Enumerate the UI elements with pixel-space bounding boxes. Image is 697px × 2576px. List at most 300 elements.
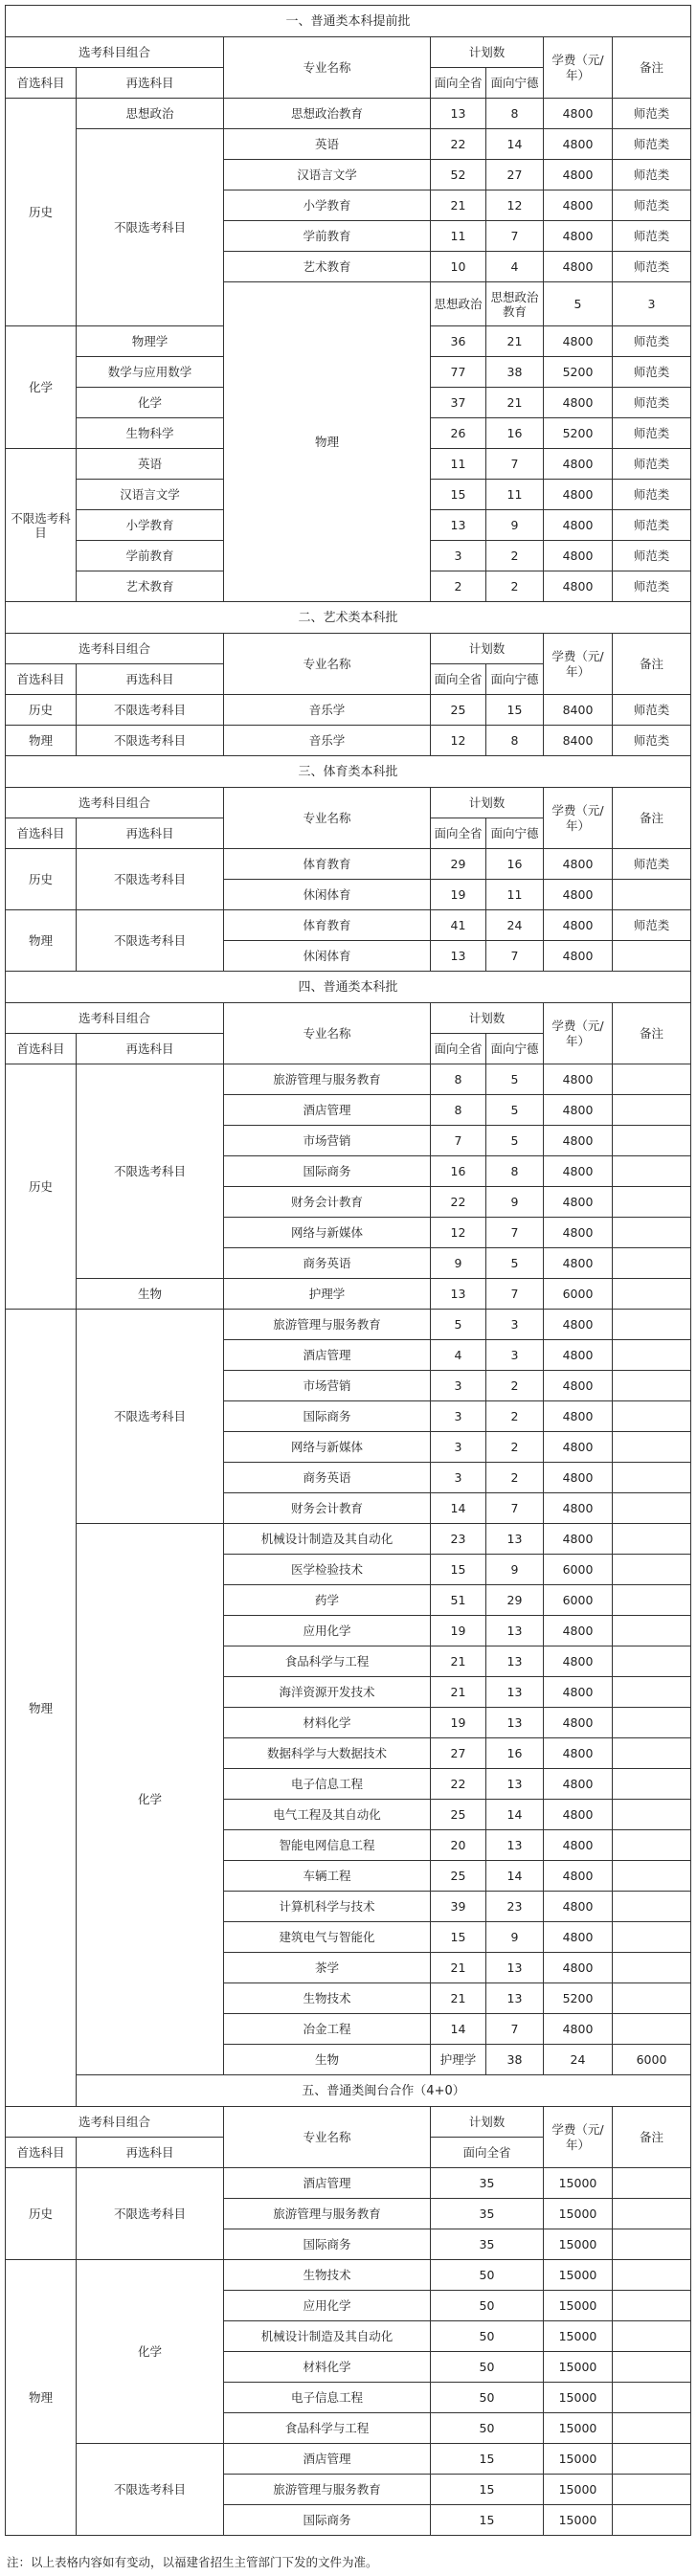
header-province: 面向全省 [431, 2138, 544, 2168]
major-name-cell: 海洋资源开发技术 [224, 1677, 431, 1708]
header-row [6, 634, 691, 664]
major-name-cell: 酒店管理 [224, 1095, 431, 1126]
province-count-cell: 50 [431, 2260, 544, 2291]
note-cell [613, 1218, 691, 1248]
tuition-cell: 4800 [544, 1340, 613, 1371]
second-subject-cell: 化学 [77, 1524, 224, 2075]
tuition-cell: 4800 [544, 1493, 613, 1524]
major-name-cell: 小学教育 [77, 510, 224, 541]
header-plan-count: 计划数 [431, 37, 544, 68]
major-name-cell: 英语 [77, 449, 224, 480]
ningde-count-cell: 2 [486, 541, 544, 571]
province-count-cell: 3 [431, 1463, 486, 1493]
ningde-count-cell: 4 [486, 252, 544, 282]
major-name-cell: 旅游管理与服务教育 [224, 1064, 431, 1095]
major-name-cell: 建筑电气与智能化 [224, 1922, 431, 1953]
admission-plan-table [5, 5, 691, 2536]
note-cell [613, 2352, 691, 2383]
ningde-count-cell: 27 [486, 160, 544, 190]
province-count-cell: 26 [431, 418, 486, 449]
major-name-cell: 小学教育 [224, 190, 431, 221]
second-subject-cell: 生物 [77, 1279, 224, 1310]
tuition-cell: 15000 [544, 2383, 613, 2413]
ningde-count-cell: 9 [486, 510, 544, 541]
header-first-subject: 首选科目 [6, 818, 77, 849]
header-second-subject: 再选科目 [77, 68, 224, 99]
table-row [6, 2260, 691, 2291]
province-count-cell: 22 [431, 1187, 486, 1218]
first-subject-cell: 物理 [6, 2260, 77, 2536]
ningde-count-cell: 7 [486, 1218, 544, 1248]
note-cell: 师范类 [613, 695, 691, 726]
note-cell [613, 1340, 691, 1371]
tuition-cell: 4800 [544, 1892, 613, 1922]
note-cell [613, 1983, 691, 2014]
header-row [6, 1003, 691, 1034]
province-count-cell: 14 [431, 2014, 486, 2045]
major-name-cell: 体育教育 [224, 910, 431, 941]
province-count-cell: 12 [431, 1218, 486, 1248]
ningde-count-cell: 13 [486, 1769, 544, 1800]
section-title-row [6, 972, 691, 1003]
note-cell [613, 1310, 691, 1340]
note-cell [613, 1401, 691, 1432]
second-subject-cell: 不限选考科目 [77, 129, 224, 326]
ningde-count-cell: 8 [486, 1156, 544, 1187]
header-tuition: 学费（元/年） [544, 788, 613, 849]
ningde-count-cell: 15 [486, 695, 544, 726]
tuition-cell: 4800 [544, 1095, 613, 1126]
ningde-count-cell: 5 [486, 1248, 544, 1279]
note-cell [613, 1493, 691, 1524]
tuition-cell: 4800 [544, 1830, 613, 1861]
tuition-cell: 4800 [544, 1156, 613, 1187]
section-title: 二、艺术类本科批 [6, 602, 691, 634]
note-cell [613, 1953, 691, 1983]
tuition-cell: 5200 [544, 1983, 613, 2014]
major-name-cell: 冶金工程 [224, 2014, 431, 2045]
province-count-cell: 13 [431, 99, 486, 129]
header-ningde: 面向宁德 [486, 68, 544, 99]
ningde-count-cell: 12 [486, 190, 544, 221]
header-row [6, 2107, 691, 2138]
section-title-row [6, 756, 691, 788]
tuition-cell: 4800 [544, 1708, 613, 1738]
province-count-cell: 12 [431, 726, 486, 756]
major-name-cell: 生物技术 [224, 1983, 431, 2014]
first-subject-cell: 历史 [6, 2168, 77, 2260]
major-name-cell: 英语 [224, 129, 431, 160]
note-cell [613, 2321, 691, 2352]
admission-plan-table-container [5, 5, 690, 2536]
header-major-name: 专业名称 [224, 2107, 431, 2168]
major-name-cell: 旅游管理与服务教育 [224, 1310, 431, 1340]
tuition-cell: 6000 [613, 2045, 691, 2075]
tuition-cell: 4800 [544, 1922, 613, 1953]
ningde-count-cell: 21 [486, 326, 544, 357]
header-subject-group: 选考科目组合 [6, 37, 224, 68]
ningde-count-cell: 14 [486, 129, 544, 160]
ningde-count-cell: 5 [486, 1126, 544, 1156]
major-name-cell: 财务会计教育 [224, 1493, 431, 1524]
ningde-count-cell: 13 [486, 1616, 544, 1646]
note-cell [613, 941, 691, 972]
major-name-cell: 艺术教育 [77, 571, 224, 602]
province-count-cell: 21 [431, 1983, 486, 2014]
province-count-cell: 25 [431, 695, 486, 726]
header-row [6, 37, 691, 68]
note-cell: 师范类 [613, 326, 691, 357]
ningde-count-cell: 8 [486, 726, 544, 756]
note-cell: 师范类 [613, 910, 691, 941]
province-count-cell: 19 [431, 880, 486, 910]
tuition-cell: 8400 [544, 695, 613, 726]
major-name-cell: 生物科学 [77, 418, 224, 449]
note-cell [613, 1708, 691, 1738]
tuition-cell: 15000 [544, 2352, 613, 2383]
ningde-count-cell: 7 [486, 1279, 544, 1310]
second-subject-cell: 不限选考科目 [77, 910, 224, 972]
province-count-cell: 25 [431, 1861, 486, 1892]
tuition-cell: 4800 [544, 1463, 613, 1493]
header-plan-count: 计划数 [431, 2107, 544, 2138]
province-count-cell: 50 [431, 2413, 544, 2444]
header-province: 面向全省 [431, 818, 486, 849]
second-subject-cell: 不限选考科目 [77, 2444, 224, 2536]
note-cell [613, 2168, 691, 2199]
header-tuition: 学费（元/年） [544, 2107, 613, 2168]
major-name-cell: 物理学 [77, 326, 224, 357]
ningde-count-cell: 13 [486, 1524, 544, 1555]
major-name-cell: 汉语言文学 [77, 480, 224, 510]
ningde-count-cell: 11 [486, 480, 544, 510]
province-count-cell: 8 [431, 1095, 486, 1126]
province-count-cell: 15 [431, 2444, 544, 2475]
first-subject-cell: 物理 [6, 1310, 77, 2107]
tuition-cell: 15000 [544, 2229, 613, 2260]
header-first-subject: 首选科目 [6, 664, 77, 695]
ningde-count-cell: 13 [486, 1677, 544, 1708]
tuition-cell: 4800 [544, 480, 613, 510]
header-ningde: 面向宁德 [486, 664, 544, 695]
header-note: 备注 [613, 37, 691, 99]
province-count-cell: 13 [431, 1279, 486, 1310]
province-count-cell: 7 [431, 1126, 486, 1156]
major-name-cell: 应用化学 [224, 1616, 431, 1646]
ningde-count-cell: 9 [486, 1187, 544, 1218]
major-name-cell: 应用化学 [224, 2291, 431, 2321]
note-cell [613, 1677, 691, 1708]
section-title-row [6, 6, 691, 37]
note-cell [613, 2383, 691, 2413]
note-cell: 师范类 [613, 99, 691, 129]
ningde-count-cell: 3 [486, 1340, 544, 1371]
second-subject-cell: 化学 [6, 326, 77, 449]
major-name-cell: 电子信息工程 [224, 2383, 431, 2413]
table-row [6, 849, 691, 880]
note-cell [613, 1126, 691, 1156]
province-count-cell: 13 [431, 941, 486, 972]
ningde-count-cell: 7 [486, 221, 544, 252]
major-name-cell: 思想政治教育 [486, 282, 544, 326]
header-ningde: 面向宁德 [486, 818, 544, 849]
province-count-cell: 16 [431, 1156, 486, 1187]
header-note: 备注 [613, 1003, 691, 1064]
note-cell [613, 1432, 691, 1463]
major-name-cell: 数学与应用数学 [77, 357, 224, 388]
province-count-cell: 19 [431, 1708, 486, 1738]
header-major-name: 专业名称 [224, 634, 431, 695]
note-cell [613, 1463, 691, 1493]
major-name-cell: 生物技术 [224, 2260, 431, 2291]
ningde-count-cell: 3 [486, 1310, 544, 1340]
tuition-cell: 15000 [544, 2291, 613, 2321]
header-second-subject: 再选科目 [77, 818, 224, 849]
table-row [6, 910, 691, 941]
major-name-cell: 市场营销 [224, 1371, 431, 1401]
note-cell [613, 1524, 691, 1555]
header-major-name: 专业名称 [224, 1003, 431, 1064]
major-name-cell: 酒店管理 [224, 2444, 431, 2475]
tuition-cell: 15000 [544, 2444, 613, 2475]
tuition-cell: 4800 [544, 1646, 613, 1677]
section-title-row [6, 602, 691, 634]
note-cell [613, 1156, 691, 1187]
province-count-cell: 21 [431, 1677, 486, 1708]
header-subject-group: 选考科目组合 [6, 1003, 224, 1034]
tuition-cell: 4800 [544, 1371, 613, 1401]
province-count-cell: 25 [431, 1800, 486, 1830]
province-count-cell: 21 [431, 1953, 486, 1983]
table-row [6, 1279, 691, 1310]
table-row [6, 2168, 691, 2199]
note-cell: 师范类 [613, 357, 691, 388]
province-count-cell: 15 [431, 480, 486, 510]
footer-note: 注：以上表格内容如有变动，以福建省招生主管部门下发的文件为准。 [7, 2555, 378, 2569]
ningde-count-cell: 7 [486, 2014, 544, 2045]
note-cell [613, 1616, 691, 1646]
table-body [6, 6, 691, 2536]
second-subject-cell: 不限选考科目 [77, 695, 224, 726]
province-count-cell: 22 [431, 1769, 486, 1800]
note-cell: 师范类 [613, 221, 691, 252]
first-subject-cell: 历史 [6, 99, 77, 326]
province-count-cell: 10 [431, 252, 486, 282]
note-cell: 师范类 [613, 510, 691, 541]
province-count-cell: 2 [431, 571, 486, 602]
province-count-cell: 8 [431, 1064, 486, 1095]
second-subject-cell: 不限选考科目 [77, 1310, 224, 1524]
header-row [6, 788, 691, 818]
tuition-cell: 4800 [544, 1310, 613, 1340]
province-count-cell: 14 [431, 1493, 486, 1524]
note-cell [613, 2260, 691, 2291]
ningde-count-cell: 24 [544, 2045, 613, 2075]
table-row [6, 1310, 691, 1340]
note-cell [613, 1738, 691, 1769]
ningde-count-cell: 7 [486, 449, 544, 480]
section-title-row [6, 2075, 691, 2107]
note-cell [613, 1830, 691, 1861]
province-count-cell: 5 [544, 282, 613, 326]
tuition-cell: 15000 [544, 2505, 613, 2536]
ningde-count-cell: 5 [486, 1064, 544, 1095]
tuition-cell: 4800 [544, 1401, 613, 1432]
header-tuition: 学费（元/年） [544, 37, 613, 99]
ningde-count-cell: 13 [486, 1646, 544, 1677]
note-cell: 师范类 [613, 449, 691, 480]
header-major-name: 专业名称 [224, 37, 431, 99]
major-name-cell: 休闲体育 [224, 941, 431, 972]
tuition-cell: 4800 [544, 910, 613, 941]
province-count-cell: 13 [431, 510, 486, 541]
major-name-cell: 数据科学与大数据技术 [224, 1738, 431, 1769]
major-name-cell: 休闲体育 [224, 880, 431, 910]
header-first-subject: 首选科目 [6, 1034, 77, 1064]
header-note: 备注 [613, 2107, 691, 2168]
note-cell: 师范类 [613, 252, 691, 282]
province-count-cell: 35 [431, 2168, 544, 2199]
header-second-subject: 再选科目 [77, 2138, 224, 2168]
ningde-count-cell: 14 [486, 1800, 544, 1830]
tuition-cell: 8400 [544, 726, 613, 756]
ningde-count-cell: 13 [486, 1830, 544, 1861]
header-first-subject: 首选科目 [6, 68, 77, 99]
tuition-cell: 4800 [544, 941, 613, 972]
first-subject-cell: 历史 [6, 1064, 77, 1310]
tuition-cell: 4800 [544, 1248, 613, 1279]
header-plan-count: 计划数 [431, 634, 544, 664]
province-count-cell: 15 [431, 1922, 486, 1953]
ningde-count-cell: 38 [486, 357, 544, 388]
note-cell: 师范类 [613, 571, 691, 602]
tuition-cell: 15000 [544, 2260, 613, 2291]
province-count-cell: 15 [431, 1555, 486, 1585]
table-row [6, 1524, 691, 1555]
major-name-cell: 机械设计制造及其自动化 [224, 1524, 431, 1555]
note-cell: 师范类 [613, 388, 691, 418]
ningde-count-cell: 16 [486, 1738, 544, 1769]
major-name-cell: 护理学 [431, 2045, 486, 2075]
tuition-cell: 4800 [544, 160, 613, 190]
province-count-cell: 5 [431, 1310, 486, 1340]
note-cell: 师范类 [613, 160, 691, 190]
tuition-cell: 4800 [544, 1738, 613, 1769]
table-row [6, 1064, 691, 1095]
ningde-count-cell: 24 [486, 910, 544, 941]
tuition-cell: 4800 [544, 326, 613, 357]
note-cell [613, 2199, 691, 2229]
province-count-cell: 38 [486, 2045, 544, 2075]
major-name-cell: 音乐学 [224, 726, 431, 756]
tuition-cell: 4800 [544, 1769, 613, 1800]
ningde-count-cell: 2 [486, 1401, 544, 1432]
second-subject-cell: 不限选考科目 [77, 1064, 224, 1279]
major-name-cell: 国际商务 [224, 2505, 431, 2536]
ningde-count-cell: 7 [486, 1493, 544, 1524]
tuition-cell: 4800 [544, 1953, 613, 1983]
note-cell: 师范类 [613, 480, 691, 510]
province-count-cell: 19 [431, 1616, 486, 1646]
tuition-cell: 15000 [544, 2321, 613, 2352]
province-count-cell: 50 [431, 2321, 544, 2352]
table-row [6, 99, 691, 129]
note-cell [613, 1646, 691, 1677]
tuition-cell: 4800 [544, 1126, 613, 1156]
header-note: 备注 [613, 788, 691, 849]
note-cell [613, 1248, 691, 1279]
tuition-cell: 4800 [544, 2014, 613, 2045]
tuition-cell: 4800 [544, 449, 613, 480]
major-name-cell: 计算机科学与技术 [224, 1892, 431, 1922]
tuition-cell: 5200 [544, 418, 613, 449]
major-name-cell: 学前教育 [77, 541, 224, 571]
province-count-cell: 39 [431, 1892, 486, 1922]
province-count-cell: 4 [431, 1340, 486, 1371]
major-name-cell: 护理学 [224, 1279, 431, 1310]
note-cell [613, 1861, 691, 1892]
note-cell [613, 2475, 691, 2505]
first-subject-cell: 历史 [6, 695, 77, 726]
major-name-cell: 旅游管理与服务教育 [224, 2199, 431, 2229]
major-name-cell: 网络与新媒体 [224, 1218, 431, 1248]
note-cell [613, 2444, 691, 2475]
header-plan-count: 计划数 [431, 1003, 544, 1034]
tuition-cell: 4800 [544, 1064, 613, 1095]
province-count-cell: 36 [431, 326, 486, 357]
tuition-cell: 4800 [544, 849, 613, 880]
tuition-cell: 4800 [544, 571, 613, 602]
first-subject-cell: 历史 [6, 849, 77, 910]
header-plan-count: 计划数 [431, 788, 544, 818]
header-subject-group: 选考科目组合 [6, 2107, 224, 2138]
note-cell: 师范类 [613, 418, 691, 449]
major-name-cell: 财务会计教育 [224, 1187, 431, 1218]
major-name-cell: 酒店管理 [224, 2168, 431, 2199]
major-name-cell: 国际商务 [224, 1401, 431, 1432]
note-cell [613, 1800, 691, 1830]
note-cell [613, 1095, 691, 1126]
major-name-cell: 电子信息工程 [224, 1769, 431, 1800]
province-count-cell: 22 [431, 129, 486, 160]
note-cell [613, 1585, 691, 1616]
province-count-cell: 27 [431, 1738, 486, 1769]
tuition-cell: 6000 [544, 1279, 613, 1310]
section-title: 四、普通类本科批 [6, 972, 691, 1003]
tuition-cell: 4800 [544, 541, 613, 571]
major-name-cell: 体育教育 [224, 849, 431, 880]
province-count-cell: 51 [431, 1585, 486, 1616]
ningde-count-cell: 13 [486, 1708, 544, 1738]
major-name-cell: 汉语言文学 [224, 160, 431, 190]
ningde-count-cell: 13 [486, 1983, 544, 2014]
major-name-cell: 机械设计制造及其自动化 [224, 2321, 431, 2352]
province-count-cell: 3 [431, 1401, 486, 1432]
tuition-cell: 4800 [544, 880, 613, 910]
note-cell [613, 1279, 691, 1310]
note-cell [613, 2014, 691, 2045]
major-name-cell: 酒店管理 [224, 1340, 431, 1371]
province-count-cell: 21 [431, 1646, 486, 1677]
note-cell [613, 1064, 691, 1095]
province-count-cell: 29 [431, 849, 486, 880]
note-cell: 师范类 [613, 726, 691, 756]
tuition-cell: 4800 [544, 1677, 613, 1708]
ningde-count-cell: 2 [486, 1371, 544, 1401]
tuition-cell: 4800 [544, 1187, 613, 1218]
ningde-count-cell: 11 [486, 880, 544, 910]
tuition-cell: 4800 [544, 99, 613, 129]
